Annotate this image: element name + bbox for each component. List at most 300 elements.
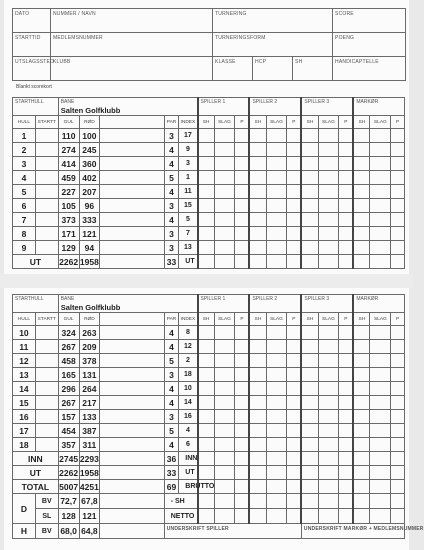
score-cell[interactable] (318, 354, 339, 368)
score-cell[interactable] (198, 157, 215, 171)
score-cell[interactable] (235, 326, 250, 340)
score-cell[interactable] (301, 241, 318, 255)
start-cell[interactable] (35, 171, 58, 185)
score-cell[interactable] (391, 143, 405, 157)
score-cell[interactable] (353, 185, 370, 199)
score-cell[interactable] (235, 424, 250, 438)
score-cell[interactable] (266, 382, 287, 396)
score-cell[interactable] (198, 143, 215, 157)
score-cell[interactable] (266, 185, 287, 199)
score-cell[interactable] (249, 396, 266, 410)
starttime-field[interactable]: STARTTID (13, 33, 51, 57)
start-cell[interactable] (35, 438, 58, 452)
score-cell[interactable] (266, 157, 287, 171)
score-cell[interactable] (318, 340, 339, 354)
score-cell[interactable] (301, 340, 318, 354)
score-cell[interactable] (353, 255, 370, 269)
score-cell[interactable] (339, 396, 354, 410)
score-cell[interactable] (249, 368, 266, 382)
score-cell[interactable] (214, 129, 235, 143)
score-cell[interactable] (353, 199, 370, 213)
score-cell[interactable] (198, 410, 215, 424)
score-cell[interactable] (353, 382, 370, 396)
score-cell[interactable] (198, 326, 215, 340)
score-cell[interactable] (339, 494, 354, 509)
start-cell[interactable] (35, 143, 58, 157)
score-cell[interactable] (318, 129, 339, 143)
score-cell[interactable] (339, 241, 354, 255)
score-cell[interactable] (301, 255, 318, 269)
score-cell[interactable] (318, 509, 339, 524)
score-cell[interactable] (249, 452, 266, 466)
score-cell[interactable] (214, 340, 235, 354)
score-cell[interactable] (370, 452, 391, 466)
score-cell[interactable] (266, 326, 287, 340)
score-cell[interactable] (235, 480, 250, 494)
score-cell[interactable] (266, 143, 287, 157)
score-cell[interactable] (198, 382, 215, 396)
score-cell[interactable] (214, 157, 235, 171)
score-cell[interactable] (266, 354, 287, 368)
score-cell[interactable] (235, 410, 250, 424)
score-cell[interactable] (235, 466, 250, 480)
score-cell[interactable] (370, 255, 391, 269)
score-cell[interactable] (287, 424, 302, 438)
score-cell[interactable] (353, 129, 370, 143)
score-cell[interactable] (339, 199, 354, 213)
score-cell[interactable] (214, 396, 235, 410)
score-cell[interactable] (301, 227, 318, 241)
score-cell[interactable] (266, 368, 287, 382)
score-cell[interactable] (266, 466, 287, 480)
score-cell[interactable] (214, 171, 235, 185)
score-cell[interactable] (287, 241, 302, 255)
score-cell[interactable] (198, 509, 215, 524)
score-cell[interactable] (214, 241, 235, 255)
score-cell[interactable] (301, 354, 318, 368)
score-cell[interactable] (318, 410, 339, 424)
score-cell[interactable] (339, 227, 354, 241)
score-cell[interactable] (198, 241, 215, 255)
score-cell[interactable] (370, 143, 391, 157)
score-cell[interactable] (249, 213, 266, 227)
tee-field[interactable]: UTSLAGSSTED (13, 57, 51, 81)
score-cell[interactable] (370, 424, 391, 438)
score-cell[interactable] (318, 424, 339, 438)
score-cell[interactable] (235, 452, 250, 466)
score-cell[interactable] (301, 452, 318, 466)
score-cell[interactable] (391, 368, 405, 382)
score-cell[interactable] (339, 368, 354, 382)
start-cell[interactable] (35, 199, 58, 213)
score-cell[interactable] (287, 382, 302, 396)
score-cell[interactable] (266, 213, 287, 227)
score-cell[interactable] (249, 509, 266, 524)
score-cell[interactable] (301, 424, 318, 438)
start-cell[interactable] (35, 424, 58, 438)
score-cell[interactable] (198, 466, 215, 480)
score-cell[interactable] (301, 382, 318, 396)
score-cell[interactable] (318, 157, 339, 171)
score-cell[interactable] (235, 213, 250, 227)
score-cell[interactable] (318, 382, 339, 396)
name-field[interactable]: NUMMER / NAVN (51, 9, 213, 33)
score-cell[interactable] (198, 452, 215, 466)
class-field[interactable]: KLASSE (213, 57, 253, 81)
score-cell[interactable] (266, 199, 287, 213)
score-cell[interactable] (318, 396, 339, 410)
score-cell[interactable] (353, 452, 370, 466)
score-cell[interactable] (370, 438, 391, 452)
start-cell[interactable] (35, 326, 58, 340)
score-cell[interactable] (318, 494, 339, 509)
score-cell[interactable] (353, 438, 370, 452)
score-cell[interactable] (287, 509, 302, 524)
score-cell[interactable] (353, 354, 370, 368)
score-cell[interactable] (339, 171, 354, 185)
score-cell[interactable] (318, 438, 339, 452)
score-cell[interactable] (370, 410, 391, 424)
score-cell[interactable] (353, 509, 370, 524)
score-cell[interactable] (301, 213, 318, 227)
score-cell[interactable] (287, 480, 302, 494)
score-cell[interactable] (214, 255, 235, 269)
score-cell[interactable] (249, 340, 266, 354)
score-cell[interactable] (370, 227, 391, 241)
score-cell[interactable] (214, 480, 235, 494)
score-cell[interactable] (249, 494, 266, 509)
score-cell[interactable] (353, 143, 370, 157)
score-cell[interactable] (391, 452, 405, 466)
score-cell[interactable] (235, 171, 250, 185)
score-cell[interactable] (198, 438, 215, 452)
score-cell[interactable] (214, 213, 235, 227)
hcp-field[interactable]: HCP (253, 57, 293, 81)
score-cell[interactable] (235, 241, 250, 255)
score-cell[interactable] (318, 466, 339, 480)
score-cell[interactable] (391, 157, 405, 171)
score-cell[interactable] (266, 171, 287, 185)
score-cell[interactable] (353, 410, 370, 424)
score-cell[interactable] (391, 129, 405, 143)
score-cell[interactable] (353, 157, 370, 171)
start-cell[interactable] (35, 354, 58, 368)
score-cell[interactable] (249, 227, 266, 241)
score-cell[interactable] (391, 438, 405, 452)
score-cell[interactable] (249, 157, 266, 171)
score-cell[interactable] (249, 438, 266, 452)
score-cell[interactable] (214, 438, 235, 452)
club-field[interactable]: KLUBB (51, 57, 213, 81)
score-cell[interactable] (301, 410, 318, 424)
score-cell[interactable] (214, 452, 235, 466)
score-cell[interactable] (214, 199, 235, 213)
score-field[interactable]: SCORE (333, 9, 406, 33)
score-cell[interactable] (198, 354, 215, 368)
score-cell[interactable] (287, 185, 302, 199)
score-cell[interactable] (266, 396, 287, 410)
score-cell[interactable] (198, 185, 215, 199)
score-cell[interactable] (287, 255, 302, 269)
score-cell[interactable] (249, 326, 266, 340)
score-cell[interactable] (249, 241, 266, 255)
start-cell[interactable] (35, 340, 58, 354)
score-cell[interactable] (235, 494, 250, 509)
score-cell[interactable] (287, 396, 302, 410)
score-cell[interactable] (266, 410, 287, 424)
score-cell[interactable] (370, 509, 391, 524)
score-cell[interactable] (318, 255, 339, 269)
score-cell[interactable] (214, 185, 235, 199)
score-cell[interactable] (235, 157, 250, 171)
score-cell[interactable] (339, 326, 354, 340)
score-cell[interactable] (301, 129, 318, 143)
date-field[interactable]: DATO (13, 9, 51, 33)
score-cell[interactable] (214, 494, 235, 509)
score-cell[interactable] (339, 438, 354, 452)
score-cell[interactable] (249, 480, 266, 494)
start-cell[interactable] (35, 213, 58, 227)
score-cell[interactable] (391, 340, 405, 354)
score-cell[interactable] (391, 509, 405, 524)
score-cell[interactable] (301, 326, 318, 340)
score-cell[interactable] (214, 143, 235, 157)
score-cell[interactable] (339, 213, 354, 227)
score-cell[interactable] (353, 466, 370, 480)
score-cell[interactable] (339, 354, 354, 368)
score-cell[interactable] (318, 326, 339, 340)
score-cell[interactable] (370, 326, 391, 340)
start-cell[interactable] (35, 241, 58, 255)
score-cell[interactable] (287, 466, 302, 480)
score-cell[interactable] (214, 382, 235, 396)
score-cell[interactable] (198, 368, 215, 382)
score-cell[interactable] (370, 199, 391, 213)
start-cell[interactable] (35, 129, 58, 143)
score-cell[interactable] (318, 171, 339, 185)
score-cell[interactable] (301, 199, 318, 213)
score-cell[interactable] (287, 494, 302, 509)
score-cell[interactable] (266, 255, 287, 269)
start-cell[interactable] (35, 382, 58, 396)
score-cell[interactable] (353, 171, 370, 185)
score-cell[interactable] (198, 227, 215, 241)
score-cell[interactable] (370, 213, 391, 227)
start-cell[interactable] (35, 227, 58, 241)
score-cell[interactable] (235, 354, 250, 368)
score-cell[interactable] (214, 354, 235, 368)
start-cell[interactable] (35, 368, 58, 382)
score-cell[interactable] (391, 410, 405, 424)
score-cell[interactable] (391, 494, 405, 509)
score-cell[interactable] (391, 326, 405, 340)
score-cell[interactable] (353, 340, 370, 354)
member-number-field[interactable]: MEDLEMSNUMMER (51, 33, 213, 57)
score-cell[interactable] (339, 509, 354, 524)
score-cell[interactable] (287, 213, 302, 227)
score-cell[interactable] (249, 255, 266, 269)
score-cell[interactable] (301, 509, 318, 524)
marker-signature-field[interactable] (301, 524, 424, 539)
score-cell[interactable] (235, 255, 250, 269)
score-cell[interactable] (370, 171, 391, 185)
score-cell[interactable] (353, 227, 370, 241)
score-cell[interactable] (235, 438, 250, 452)
score-cell[interactable] (287, 326, 302, 340)
score-cell[interactable] (287, 410, 302, 424)
score-cell[interactable] (249, 129, 266, 143)
score-cell[interactable] (370, 185, 391, 199)
handicap-field[interactable]: HANDICAPTELLE (333, 57, 406, 81)
tournament-field[interactable]: TURNERING (213, 9, 333, 33)
score-cell[interactable] (301, 480, 318, 494)
score-cell[interactable] (353, 213, 370, 227)
score-cell[interactable] (266, 452, 287, 466)
score-cell[interactable] (235, 185, 250, 199)
score-cell[interactable] (391, 227, 405, 241)
score-cell[interactable] (235, 143, 250, 157)
score-cell[interactable] (249, 382, 266, 396)
score-cell[interactable] (266, 509, 287, 524)
score-cell[interactable] (370, 396, 391, 410)
score-cell[interactable] (198, 199, 215, 213)
score-cell[interactable] (198, 129, 215, 143)
score-cell[interactable] (287, 129, 302, 143)
score-cell[interactable] (391, 241, 405, 255)
sh-field[interactable]: SH (293, 57, 333, 81)
score-cell[interactable] (370, 382, 391, 396)
score-cell[interactable] (391, 213, 405, 227)
points-field[interactable]: POENG (333, 33, 406, 57)
score-cell[interactable] (318, 213, 339, 227)
score-cell[interactable] (266, 129, 287, 143)
score-cell[interactable] (339, 129, 354, 143)
score-cell[interactable] (301, 157, 318, 171)
score-cell[interactable] (301, 466, 318, 480)
score-cell[interactable] (391, 199, 405, 213)
score-cell[interactable] (353, 241, 370, 255)
score-cell[interactable] (235, 227, 250, 241)
score-cell[interactable] (370, 494, 391, 509)
score-cell[interactable] (318, 480, 339, 494)
score-cell[interactable] (391, 382, 405, 396)
score-cell[interactable] (391, 396, 405, 410)
score-cell[interactable] (198, 171, 215, 185)
score-cell[interactable] (266, 227, 287, 241)
start-cell[interactable] (35, 410, 58, 424)
score-cell[interactable] (370, 354, 391, 368)
score-cell[interactable] (198, 494, 215, 509)
score-cell[interactable] (301, 143, 318, 157)
score-cell[interactable] (370, 480, 391, 494)
score-cell[interactable] (339, 382, 354, 396)
score-cell[interactable] (235, 396, 250, 410)
score-cell[interactable] (214, 227, 235, 241)
score-cell[interactable] (339, 185, 354, 199)
score-cell[interactable] (301, 185, 318, 199)
score-cell[interactable] (235, 129, 250, 143)
score-cell[interactable] (301, 438, 318, 452)
score-cell[interactable] (266, 241, 287, 255)
score-cell[interactable] (353, 368, 370, 382)
score-cell[interactable] (391, 354, 405, 368)
score-cell[interactable] (370, 129, 391, 143)
score-cell[interactable] (198, 424, 215, 438)
score-cell[interactable] (249, 143, 266, 157)
score-cell[interactable] (339, 466, 354, 480)
score-cell[interactable] (214, 466, 235, 480)
score-cell[interactable] (266, 494, 287, 509)
score-cell[interactable] (301, 494, 318, 509)
score-cell[interactable] (249, 410, 266, 424)
score-cell[interactable] (339, 480, 354, 494)
score-cell[interactable] (370, 466, 391, 480)
score-cell[interactable] (235, 199, 250, 213)
score-cell[interactable] (249, 171, 266, 185)
score-cell[interactable] (287, 143, 302, 157)
score-cell[interactable] (266, 424, 287, 438)
score-cell[interactable] (214, 424, 235, 438)
score-cell[interactable] (214, 410, 235, 424)
score-cell[interactable] (266, 438, 287, 452)
score-cell[interactable] (339, 143, 354, 157)
score-cell[interactable] (249, 354, 266, 368)
score-cell[interactable] (339, 340, 354, 354)
score-cell[interactable] (249, 185, 266, 199)
score-cell[interactable] (287, 199, 302, 213)
score-cell[interactable] (391, 466, 405, 480)
score-cell[interactable] (391, 185, 405, 199)
score-cell[interactable] (198, 396, 215, 410)
score-cell[interactable] (287, 452, 302, 466)
score-cell[interactable] (198, 213, 215, 227)
score-cell[interactable] (301, 396, 318, 410)
score-cell[interactable] (318, 185, 339, 199)
score-cell[interactable] (339, 157, 354, 171)
score-cell[interactable] (391, 480, 405, 494)
score-cell[interactable] (287, 227, 302, 241)
score-cell[interactable] (287, 157, 302, 171)
score-cell[interactable] (353, 396, 370, 410)
score-cell[interactable] (266, 340, 287, 354)
score-cell[interactable] (287, 368, 302, 382)
score-cell[interactable] (339, 452, 354, 466)
score-cell[interactable] (391, 424, 405, 438)
start-cell[interactable] (35, 157, 58, 171)
score-cell[interactable] (370, 368, 391, 382)
score-cell[interactable] (339, 255, 354, 269)
score-cell[interactable] (287, 171, 302, 185)
score-cell[interactable] (353, 424, 370, 438)
score-cell[interactable] (353, 326, 370, 340)
score-cell[interactable] (287, 438, 302, 452)
score-cell[interactable] (391, 255, 405, 269)
score-cell[interactable] (339, 410, 354, 424)
score-cell[interactable] (318, 452, 339, 466)
score-cell[interactable] (235, 382, 250, 396)
score-cell[interactable] (370, 340, 391, 354)
score-cell[interactable] (235, 368, 250, 382)
score-cell[interactable] (235, 340, 250, 354)
start-cell[interactable] (35, 185, 58, 199)
score-cell[interactable] (214, 509, 235, 524)
score-cell[interactable] (318, 227, 339, 241)
score-cell[interactable] (318, 199, 339, 213)
score-cell[interactable] (214, 368, 235, 382)
score-cell[interactable] (370, 157, 391, 171)
score-cell[interactable] (301, 171, 318, 185)
score-cell[interactable] (318, 368, 339, 382)
